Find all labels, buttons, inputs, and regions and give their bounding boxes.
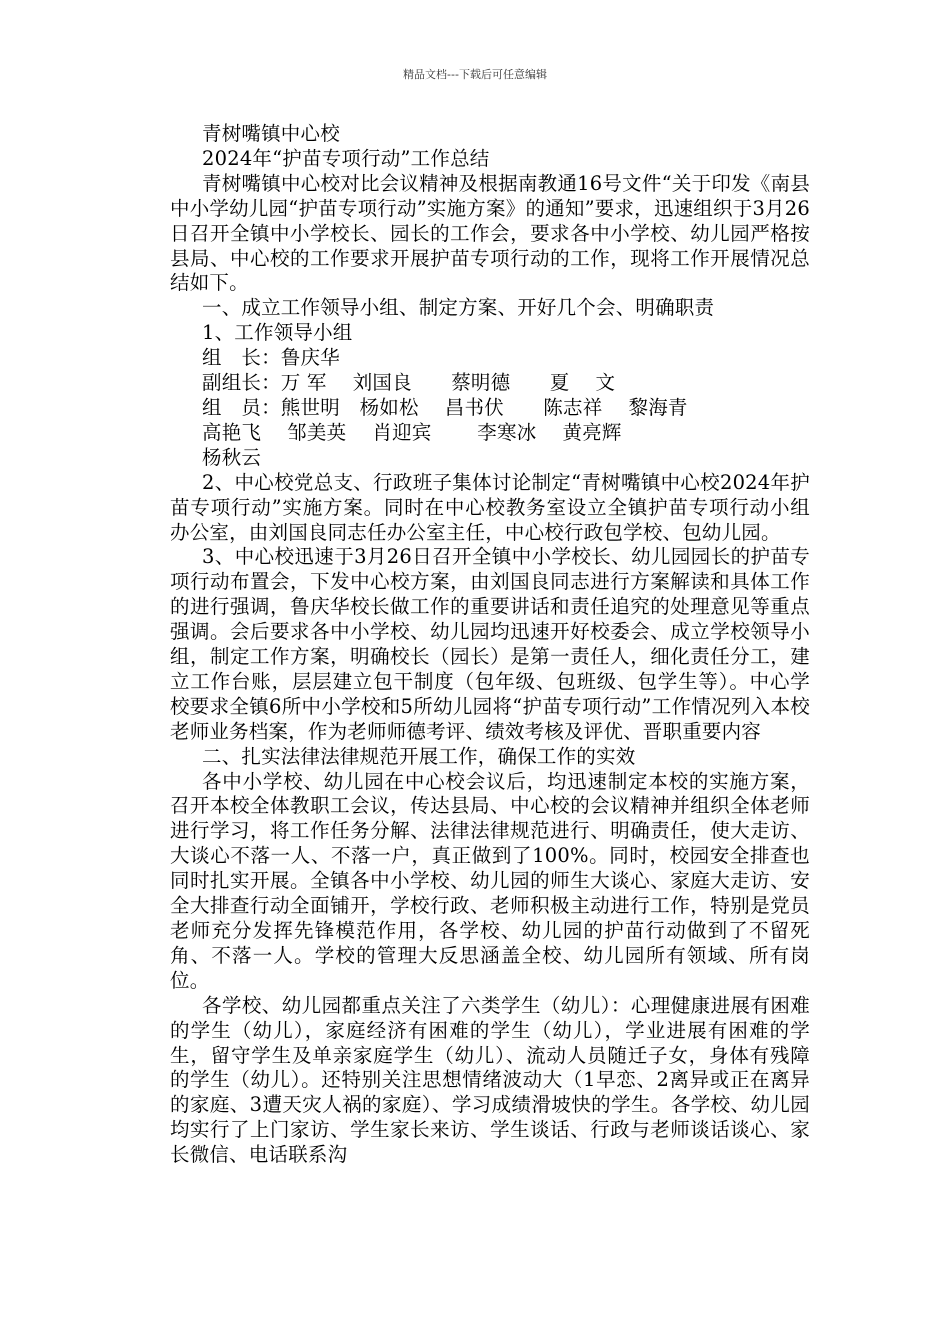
paragraph-5: 各学校、幼儿园都重点关注了六类学生（幼儿）：心理健康进展有困难的学生（幼儿），家庭经济有困难的学生（幼儿），学业进展有困难的学生，留守学生及单亲家庭学生（幼儿）、流动人员随迁子女，身体有残障的学生（幼儿）。还特别关注思想情绪波动大（1早恋、2离异或正在离异的家庭、3遭天灾人祸的家庭）、学习成绩滑坡快的学生。各学校、幼儿园均实行了上门家访、学生家长来访、学生谈话、行政与老师谈话谈心、家长微信、电话联系沟 <box>170 993 810 1167</box>
intro-paragraph: 青树嘴镇中心校对比会议精神及根据南教通16号文件“关于印发《南县中小学幼儿园“护苗专项行动”实施方案》的通知”要求，迅速组织于3月26日召开全镇中小学校长、园长的工作会，要求各中小学校、幼儿园严格按县局、中心校的工作要求开展护苗专项行动的工作，现将工作开展情况总结如下。 <box>170 171 810 295</box>
deputy-leaders: 副组长：万 军 刘国良 蔡明德 夏 文 <box>202 371 616 395</box>
document-body <box>170 122 810 1168</box>
group-members-line-3: 杨秋云 <box>202 445 262 469</box>
school-name: 青树嘴镇中心校 <box>202 122 340 145</box>
section-heading-2: 二、扎实法律法律规范开展工作，确保工作的实效 <box>202 744 636 768</box>
subsection-heading-1-1: 1、工作领导小组 <box>202 321 353 345</box>
group-members-line-1: 组 员：熊世明 杨如松 昌书伏 陈志祥 黎海青 <box>202 395 688 419</box>
section-heading-1: 一、成立工作领导小组、制定方案、开好几个会、明确职责 <box>202 296 715 320</box>
paragraph-4: 各中小学校、幼儿园在中心校会议后，均迅速制定本校的实施方案，召开本校全体教职工会议，传达县局、中心校的会议精神并组织全体老师进行学习，将工作任务分解、法律法律规范进行、明确责任，使大走访、大谈心不落一人、不落一户，真正做到了100%。同时，校园安全排查也同时扎实开展。全镇各中小学校、幼儿园的师生大谈心、家庭大走访、安全大排查行动全面铺开，学校行政、老师积极主动进行工作，特别是党员老师充分发挥先锋模范作用，各学校、幼儿园的护苗行动做到了不留死角、不落一人。学校的管理大反思涵盖全校、幼儿园所有领域、所有岗位。 <box>170 769 810 992</box>
group-members-line-2: 高艳飞 邹美英 肖迎宾 李寒冰 黄亮辉 <box>202 420 622 444</box>
paragraph-3: 3、中心校迅速于3月26日召开全镇中小学校长、幼儿园园长的护苗专项行动布置会，下发中心校方案，由刘国良同志进行方案解读和具体工作的进行强调，鲁庆华校长做工作的重要讲话和责任追究的处理意见等重点强调。会后要求各中小学校、幼儿园均迅速开好校委会、成立学校领导小组，制定工作方案，明确校长（园长）是第一责任人，细化责任分工，建立工作台账，层层建立包干制度（包年级、包班级、包学生等）。中心学校要求全镇6所中小学校和5所幼儿园将“护苗专项行动”工作情况列入本校老师业务档案，作为老师师德考评、绩效考核及评优、晋职重要内容 <box>170 545 810 743</box>
page-header: 精品文档---下载后可任意编辑 <box>403 68 547 81</box>
document-title: 2024年“护苗专项行动”工作总结 <box>202 146 490 170</box>
group-leader: 组 长：鲁庆华 <box>202 346 340 370</box>
paragraph-2: 2、中心校党总支、行政班子集体讨论制定“青树嘴镇中心校2024年护苗专项行动”实施方案。同时在中心校教务室设立全镇护苗专项行动小组办公室，由刘国良同志任办公室主任，中心校行政包学校、包幼儿园。 <box>170 470 810 544</box>
